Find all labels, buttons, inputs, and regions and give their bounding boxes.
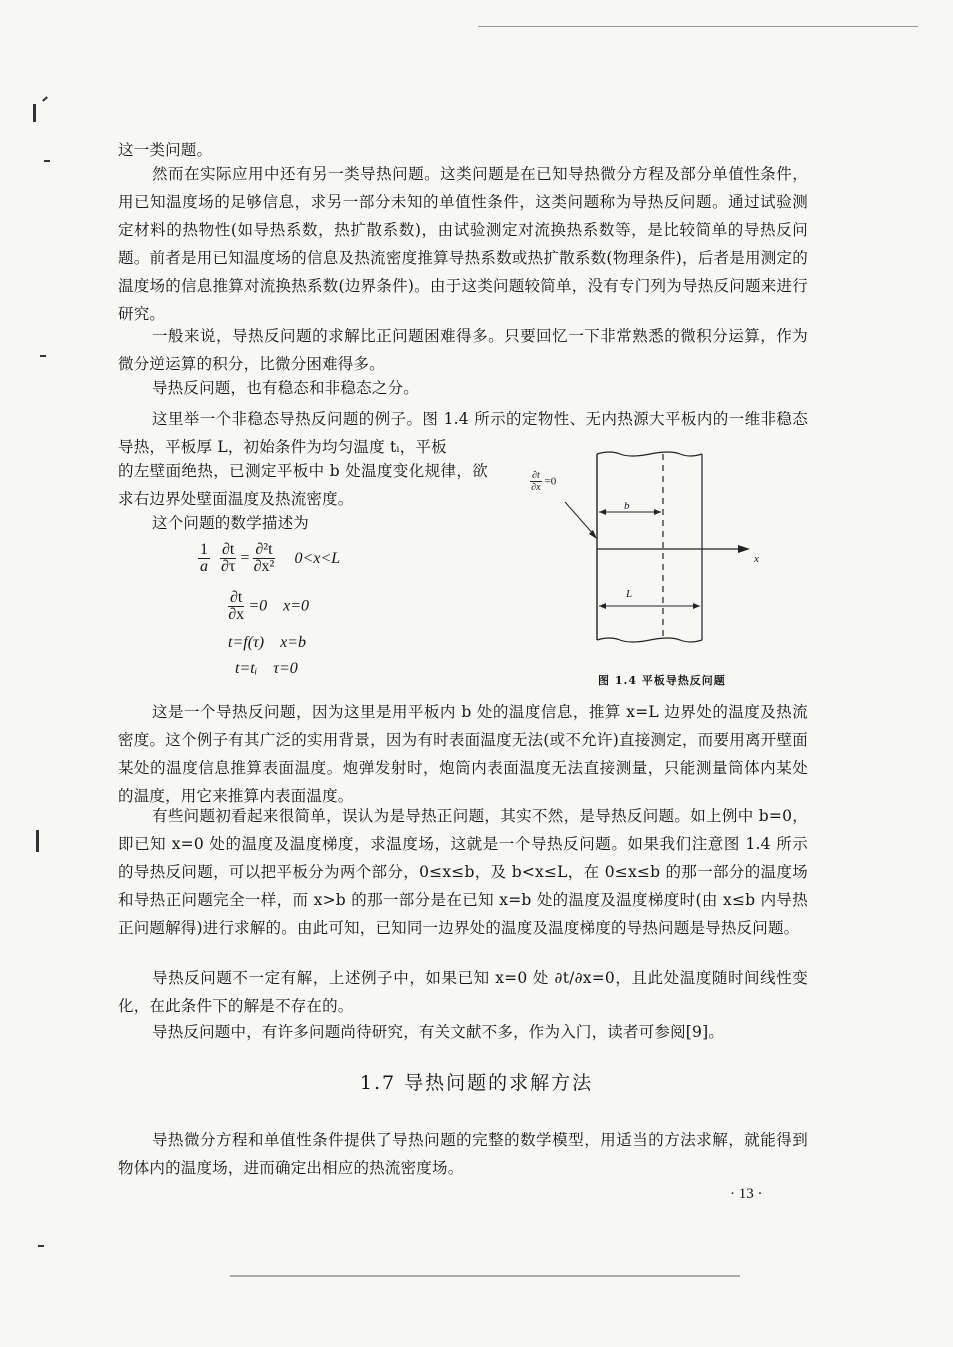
- figure-caption: 图 1.4 平板导热反问题: [598, 674, 726, 687]
- margin-mark: [40, 355, 46, 357]
- top-rule: [478, 26, 918, 27]
- paragraph: 一般来说，导热反问题的求解比正问题困难得多。只要回忆一下非常熟悉的微积分运算，作为微分逆运算的积分，比微分困难得多。: [118, 327, 808, 373]
- paragraph: 这里举一个非稳态导热反问题的例子。图 1.4 所示的定物性、无内热源大平板内的一维非稳态导热，平板厚 L，初始条件为均匀温度 tᵢ，平板: [118, 410, 808, 456]
- x-axis-label: x: [754, 553, 759, 565]
- paragraph: 然而在实际应用中还有另一类导热问题。这类问题是在已知导热微分方程及部分单值性条件，用已知温度场的足够信息，求另一部分未知的单值性条件，这类问题称为导热反问题。通过试验测定材料的热物性(如导热系数，热扩散系数)，由试验测定对流换热系数等，是比较简单的导热反问题。前者是用已知温度场的信息及热流密度推算导热系数或热扩散系数(物理条件)，后者是用测定的温度场的信息推算对流换热系数(边界条件)。由于这类问题较简单，没有专门列为导热反问题来进行研究。: [118, 165, 808, 323]
- equation-boundary: $\frac{\partial t}{\partial x}$ =0 x=0: [228, 589, 310, 623]
- L-label: L: [626, 588, 633, 600]
- section-title: 1.7 导热问题的求解方法: [359, 1072, 594, 1094]
- margin-mark: [33, 104, 36, 122]
- margin-mark: [44, 160, 50, 162]
- margin-mark: [36, 830, 39, 852]
- plate-figure: [520, 448, 800, 648]
- page-number: · 13 ·: [730, 1186, 763, 1202]
- paragraph: 这个问题的数学描述为: [152, 514, 310, 532]
- paragraph: 导热微分方程和单值性条件提供了导热问题的完整的数学模型，用适当的方法求解，就能得到物体内的温度场，进而确定出相应的热流密度场。: [118, 1131, 808, 1177]
- equation-initial: t=tᵢ τ=0: [235, 660, 298, 677]
- margin-mark: [42, 96, 48, 101]
- paragraph: 有些问题初看起来很简单，误认为是导热正问题，其实不然，是导热反问题。如上例中 b=0，即已知 x=0 处的温度及温度梯度，求温度场，这就是一个导热反问题。如果我们注意图 1.4 所示的导热反问题，可以把平板分为两个部分，0≤x≤b，及 b<x≤L，在 0≤x≤b 的那一部分的温度场和导热正问题完全一样，而 x>b 的那一部分是在已知 x=b 处的温度及温度梯度时(由 x≤b 内导热正问题解得)进行求解的。由此可知，已知同一边界处的温度及温度梯度的导热问题是导热反问题。: [118, 807, 808, 937]
- paragraph: 导热反问题，也有稳态和非稳态之分。: [152, 379, 419, 397]
- paragraph: 导热反问题不一定有解，上述例子中，如果已知 x=0 处 ∂t/∂x=0，且此处温度随时间线性变化，在此条件下的解是不存在的。: [118, 969, 808, 1015]
- equation-heat: $\frac{1}{a}$ $\frac{\partial t}{\partial\tau}$ = $\frac{\text{∂²t}}{\text{∂x²}}$ 0<x<L: [200, 541, 341, 575]
- margin-mark: [38, 1245, 44, 1247]
- paragraph: 导热反问题中，有许多问题尚待研究，有关文献不多，作为入门，读者可参阅[9]。: [152, 1023, 725, 1041]
- paragraph: 这一类问题。: [118, 141, 213, 159]
- b-label: b: [624, 500, 630, 512]
- equation-measured: t=f(τ) x=b: [228, 634, 306, 651]
- paragraph: 这是一个导热反问题，因为这里是用平板内 b 处的温度信息，推算 x=L 边界处的温度及热流密度。这个例子有其广泛的实用背景，因为有时表面温度无法(或不允许)直接测定，而要用离开壁面某处的温度信息推算表面温度。炮弹发射时，炮筒内表面温度无法直接测量，只能测量筒体内某处的温度，用它来推算内表面温度。: [118, 703, 808, 805]
- bc-label: $\frac{\partial t}{\partial x}$ =0: [531, 470, 557, 493]
- bottom-rule: [230, 1275, 740, 1277]
- paragraph: 的左壁面绝热，已测定平板中 b 处温度变化规律，欲求右边界处壁面温度及热流密度。: [118, 462, 488, 508]
